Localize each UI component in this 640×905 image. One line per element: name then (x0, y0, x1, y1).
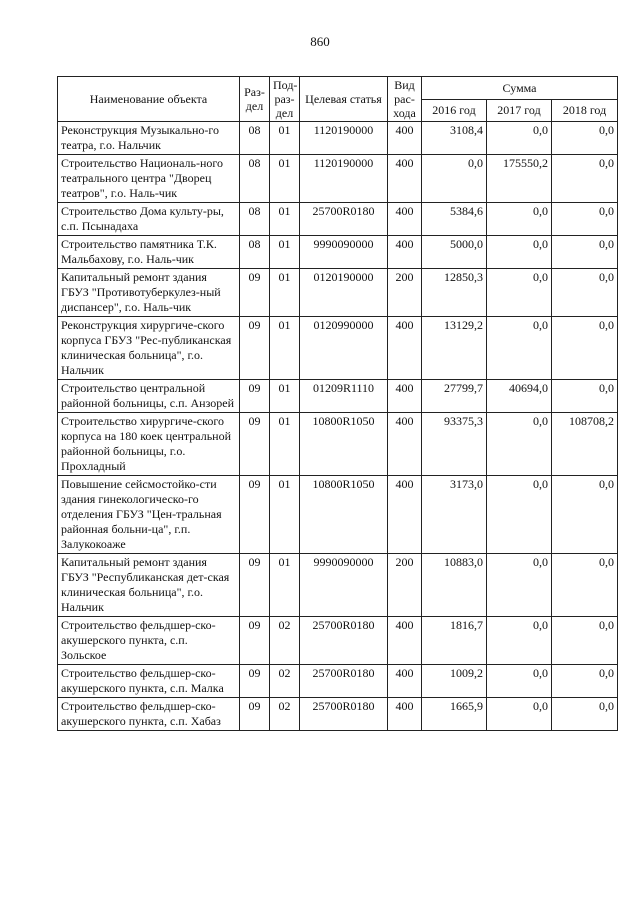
page-number: 860 (310, 34, 330, 49)
table-row (58, 269, 618, 317)
cell-razdel: 09 (240, 317, 270, 380)
header-summa: Сумма (422, 77, 618, 100)
cell-vid: 200 (388, 269, 422, 317)
cell-podrazdel: 01 (270, 269, 300, 317)
cell-2016: 3108,4 (422, 122, 487, 155)
cell-2018: 0,0 (552, 380, 618, 413)
cell-2017: 0,0 (487, 476, 552, 554)
cell-2018: 0,0 (552, 617, 618, 665)
cell-2018: 0,0 (552, 122, 618, 155)
cell-2016: 3173,0 (422, 476, 487, 554)
budget-table (57, 76, 618, 731)
cell-2017: 0,0 (487, 665, 552, 698)
cell-2017: 175550,2 (487, 155, 552, 203)
cell-celevaya: 1120190000 (300, 155, 388, 203)
cell-2017: 0,0 (487, 413, 552, 476)
cell-razdel: 09 (240, 476, 270, 554)
cell-name: Капитальный ремонт здания ГБУЗ "Республиканская дет-ская клиническая больница", г.о. Нальчик (58, 554, 240, 617)
cell-2016: 13129,2 (422, 317, 487, 380)
cell-name: Реконструкция Музыкально-го театра, г.о. Нальчик (58, 122, 240, 155)
cell-2018: 0,0 (552, 554, 618, 617)
cell-vid: 400 (388, 698, 422, 731)
cell-celevaya: 25700R0180 (300, 698, 388, 731)
cell-2018: 0,0 (552, 236, 618, 269)
cell-celevaya: 0120190000 (300, 269, 388, 317)
cell-2018: 108708,2 (552, 413, 618, 476)
header-name: Наименование объекта (58, 77, 240, 122)
cell-vid: 400 (388, 236, 422, 269)
cell-name: Строительство фельдшер-ско-акушерского пункта, с.п. Зольское (58, 617, 240, 665)
cell-celevaya: 10800R1050 (300, 413, 388, 476)
table-row (58, 554, 618, 617)
cell-2017: 0,0 (487, 698, 552, 731)
table-row (58, 380, 618, 413)
cell-2017: 0,0 (487, 554, 552, 617)
header-podrazdel: Под-раз-дел (270, 77, 300, 122)
cell-2018: 0,0 (552, 155, 618, 203)
cell-celevaya: 25700R0180 (300, 617, 388, 665)
cell-podrazdel: 01 (270, 203, 300, 236)
cell-razdel: 09 (240, 665, 270, 698)
cell-celevaya: 01209R1110 (300, 380, 388, 413)
cell-razdel: 09 (240, 554, 270, 617)
table-body (58, 122, 618, 731)
cell-razdel: 09 (240, 269, 270, 317)
cell-podrazdel: 02 (270, 617, 300, 665)
cell-vid: 200 (388, 554, 422, 617)
cell-razdel: 08 (240, 122, 270, 155)
cell-celevaya: 25700R0180 (300, 665, 388, 698)
cell-2016: 27799,7 (422, 380, 487, 413)
cell-podrazdel: 02 (270, 665, 300, 698)
cell-podrazdel: 01 (270, 554, 300, 617)
cell-celevaya: 1120190000 (300, 122, 388, 155)
table-row (58, 236, 618, 269)
cell-name: Повышение сейсмостойко-сти здания гинекологическо-го отделения ГБУЗ "Цен-тральная районная больни-ца", г.п. Залукокоаже (58, 476, 240, 554)
table-row (58, 476, 618, 554)
cell-podrazdel: 02 (270, 698, 300, 731)
cell-2016: 1816,7 (422, 617, 487, 665)
cell-name: Строительство Националь-ного театрального центра "Дворец театров", г.о. Наль-чик (58, 155, 240, 203)
header-year-2018: 2018 год (552, 99, 618, 122)
cell-celevaya: 9990090000 (300, 236, 388, 269)
cell-name: Строительство фельдшер-ско-акушерского пункта, с.п. Малка (58, 665, 240, 698)
cell-name: Строительство памятника Т.К. Мальбахову, г.о. Наль-чик (58, 236, 240, 269)
cell-razdel: 08 (240, 203, 270, 236)
cell-2016: 1665,9 (422, 698, 487, 731)
cell-vid: 400 (388, 317, 422, 380)
cell-2018: 0,0 (552, 203, 618, 236)
cell-name: Строительство хирургиче-ского корпуса на 180 коек центральной районной больницы, г.о. Прохладный (58, 413, 240, 476)
cell-2017: 0,0 (487, 203, 552, 236)
cell-podrazdel: 01 (270, 413, 300, 476)
cell-name: Строительство Дома культу-ры, с.п. Псынадаха (58, 203, 240, 236)
cell-razdel: 09 (240, 380, 270, 413)
cell-podrazdel: 01 (270, 122, 300, 155)
cell-name: Строительство фельдшер-ско-акушерского пункта, с.п. Хабаз (58, 698, 240, 731)
cell-vid: 400 (388, 665, 422, 698)
table-row (58, 698, 618, 731)
cell-name: Капитальный ремонт здания ГБУЗ "Противотуберкулез-ный диспансер", г.о. Наль-чик (58, 269, 240, 317)
cell-name: Реконструкция хирургиче-ского корпуса ГБУЗ "Рес-публиканская клиническая больница", г.о. Нальчик (58, 317, 240, 380)
cell-celevaya: 10800R1050 (300, 476, 388, 554)
cell-razdel: 08 (240, 236, 270, 269)
cell-2017: 0,0 (487, 269, 552, 317)
cell-razdel: 09 (240, 413, 270, 476)
cell-2016: 1009,2 (422, 665, 487, 698)
cell-vid: 400 (388, 380, 422, 413)
cell-2016: 10883,0 (422, 554, 487, 617)
cell-2018: 0,0 (552, 476, 618, 554)
cell-2017: 0,0 (487, 317, 552, 380)
cell-2016: 93375,3 (422, 413, 487, 476)
table-row (58, 665, 618, 698)
header-vid: Вид рас-хода (388, 77, 422, 122)
cell-2017: 0,0 (487, 617, 552, 665)
header-year-2017: 2017 год (487, 99, 552, 122)
cell-2018: 0,0 (552, 698, 618, 731)
cell-vid: 400 (388, 122, 422, 155)
cell-2016: 0,0 (422, 155, 487, 203)
cell-podrazdel: 01 (270, 155, 300, 203)
cell-razdel: 09 (240, 698, 270, 731)
header-razdel: Раз-дел (240, 77, 270, 122)
cell-podrazdel: 01 (270, 476, 300, 554)
cell-razdel: 09 (240, 617, 270, 665)
cell-2017: 0,0 (487, 122, 552, 155)
table-row (58, 617, 618, 665)
cell-vid: 400 (388, 617, 422, 665)
cell-podrazdel: 01 (270, 380, 300, 413)
cell-celevaya: 0120990000 (300, 317, 388, 380)
cell-2018: 0,0 (552, 665, 618, 698)
cell-podrazdel: 01 (270, 317, 300, 380)
table-row (58, 413, 618, 476)
cell-podrazdel: 01 (270, 236, 300, 269)
table-row (58, 155, 618, 203)
cell-vid: 400 (388, 203, 422, 236)
cell-2016: 5000,0 (422, 236, 487, 269)
cell-2018: 0,0 (552, 317, 618, 380)
cell-vid: 400 (388, 155, 422, 203)
cell-vid: 400 (388, 413, 422, 476)
header-row-1 (58, 77, 618, 100)
cell-vid: 400 (388, 476, 422, 554)
cell-celevaya: 25700R0180 (300, 203, 388, 236)
cell-2018: 0,0 (552, 269, 618, 317)
cell-name: Строительство центральной районной больницы, с.п. Анзорей (58, 380, 240, 413)
cell-2016: 12850,3 (422, 269, 487, 317)
cell-2017: 40694,0 (487, 380, 552, 413)
header-year-2016: 2016 год (422, 99, 487, 122)
cell-celevaya: 9990090000 (300, 554, 388, 617)
cell-2016: 5384,6 (422, 203, 487, 236)
table-row (58, 203, 618, 236)
cell-2017: 0,0 (487, 236, 552, 269)
table-row (58, 122, 618, 155)
header-celevaya: Целевая статья (300, 77, 388, 122)
table-row (58, 317, 618, 380)
cell-razdel: 08 (240, 155, 270, 203)
